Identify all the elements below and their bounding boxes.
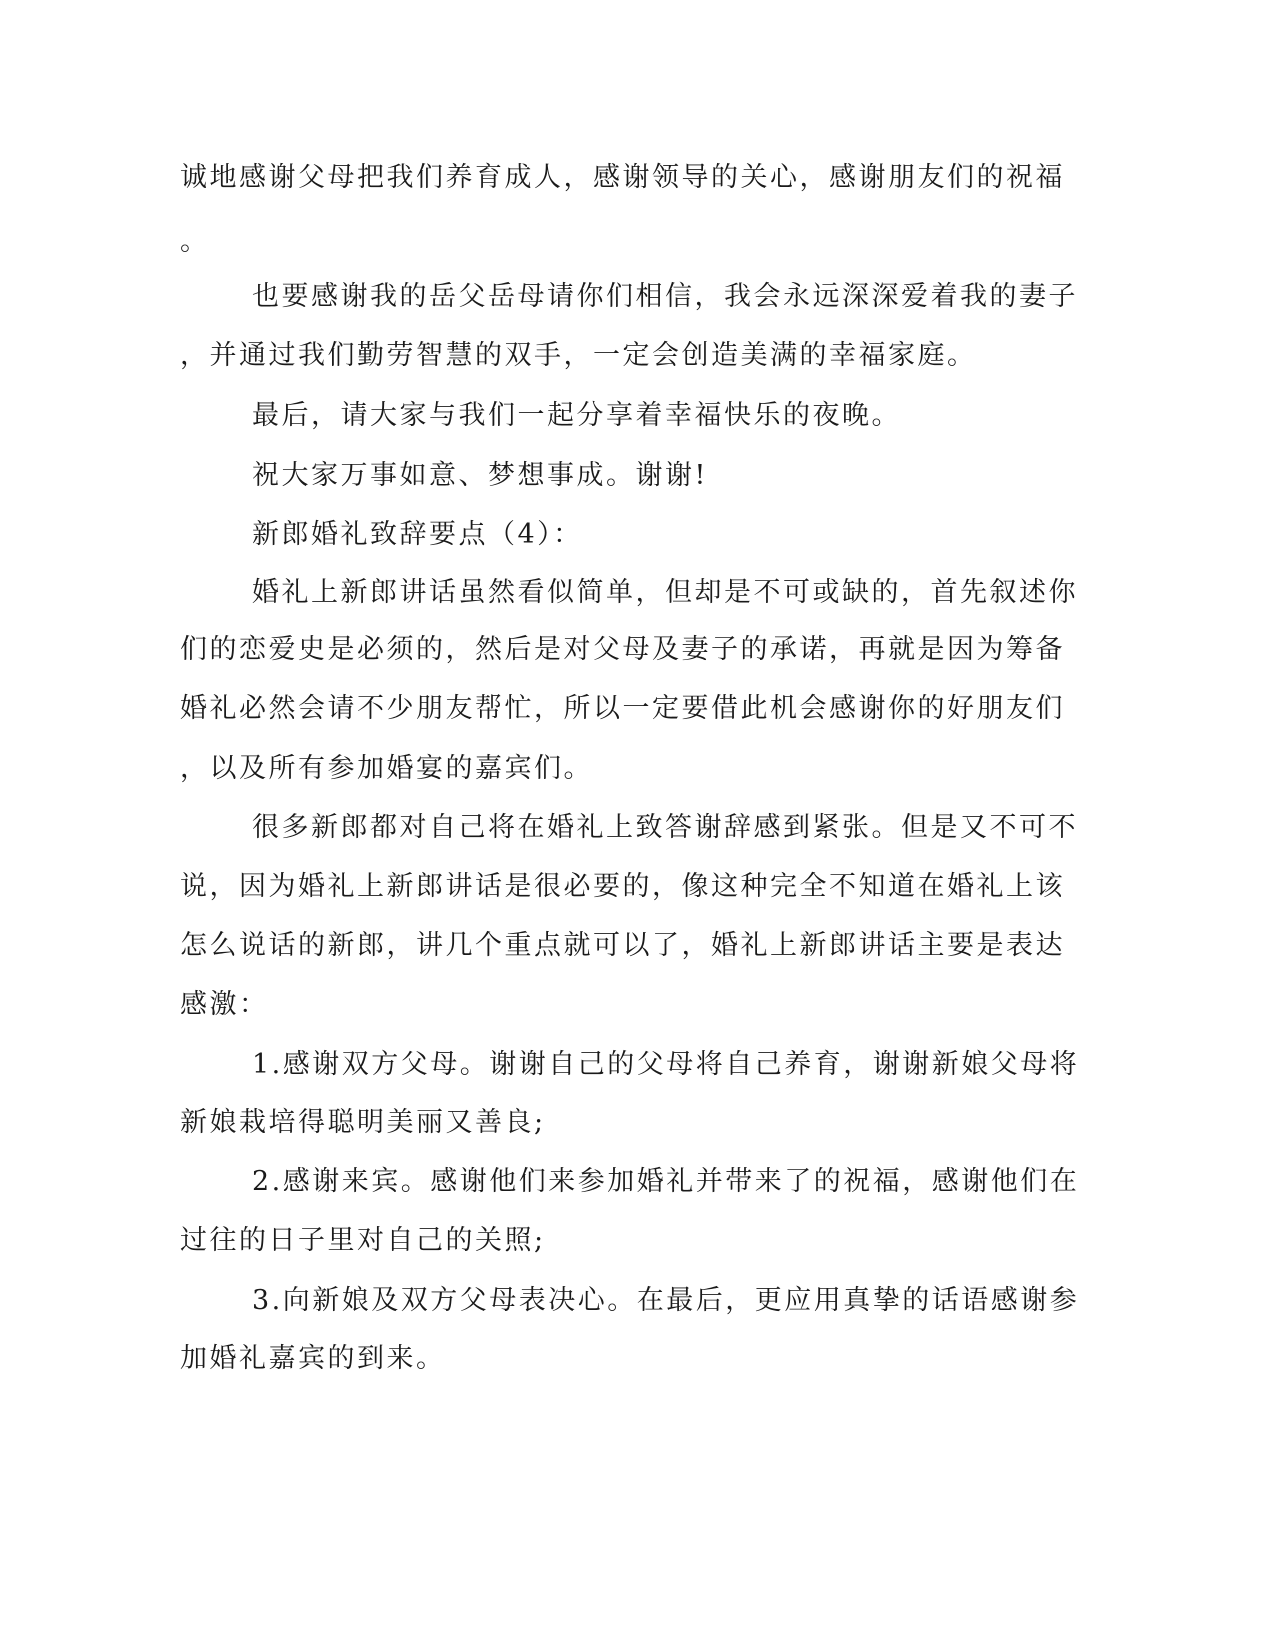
text-line: 们的恋爱史是必须的，然后是对父母及妻子的承诺，再就是因为筹备 xyxy=(180,634,1065,665)
text-line: 祝大家万事如意、梦想事成。谢谢! xyxy=(252,460,708,491)
text-line: 。 xyxy=(180,226,210,257)
text-line: 婚礼必然会请不少朋友帮忙，所以一定要借此机会感谢你的好朋友们 xyxy=(180,693,1065,724)
text-line: 诚地感谢父母把我们养育成人，感谢领导的关心，感谢朋友们的祝福 xyxy=(180,162,1065,193)
text-line: 也要感谢我的岳父岳母请你们相信，我会永远深深爱着我的妻子 xyxy=(252,281,1078,312)
text-line: 说，因为婚礼上新郎讲话是很必要的，像这种完全不知道在婚礼上该 xyxy=(180,871,1065,902)
text-line: ，以及所有参加婚宴的嘉宾们。 xyxy=(180,753,593,784)
text-line: 加婚礼嘉宾的到来。 xyxy=(180,1343,446,1374)
text-line: 过往的日子里对自己的关照; xyxy=(180,1225,546,1256)
text-line: 最后，请大家与我们一起分享着幸福快乐的夜晚。 xyxy=(252,400,901,431)
text-line: ，并通过我们勤劳智慧的双手，一定会创造美满的幸福家庭。 xyxy=(180,340,977,371)
text-line: 婚礼上新郎讲话虽然看似简单，但却是不可或缺的，首先叙述你 xyxy=(252,577,1078,608)
text-line: 新娘栽培得聪明美丽又善良; xyxy=(180,1107,546,1138)
text-line: 感激： xyxy=(180,989,269,1020)
text-line: 1.感谢双方父母。谢谢自己的父母将自己养育，谢谢新娘父母将 xyxy=(252,1049,1080,1080)
text-line: 怎么说话的新郎，讲几个重点就可以了，婚礼上新郎讲话主要是表达 xyxy=(180,930,1065,961)
text-line: 3.向新娘及双方父母表决心。在最后，更应用真挚的话语感谢参 xyxy=(252,1285,1080,1316)
text-line: 新郎婚礼致辞要点（4）： xyxy=(252,519,583,550)
text-line: 2.感谢来宾。感谢他们来参加婚礼并带来了的祝福，感谢他们在 xyxy=(252,1166,1080,1197)
text-line: 很多新郎都对自己将在婚礼上致答谢辞感到紧张。但是又不可不 xyxy=(252,812,1078,843)
